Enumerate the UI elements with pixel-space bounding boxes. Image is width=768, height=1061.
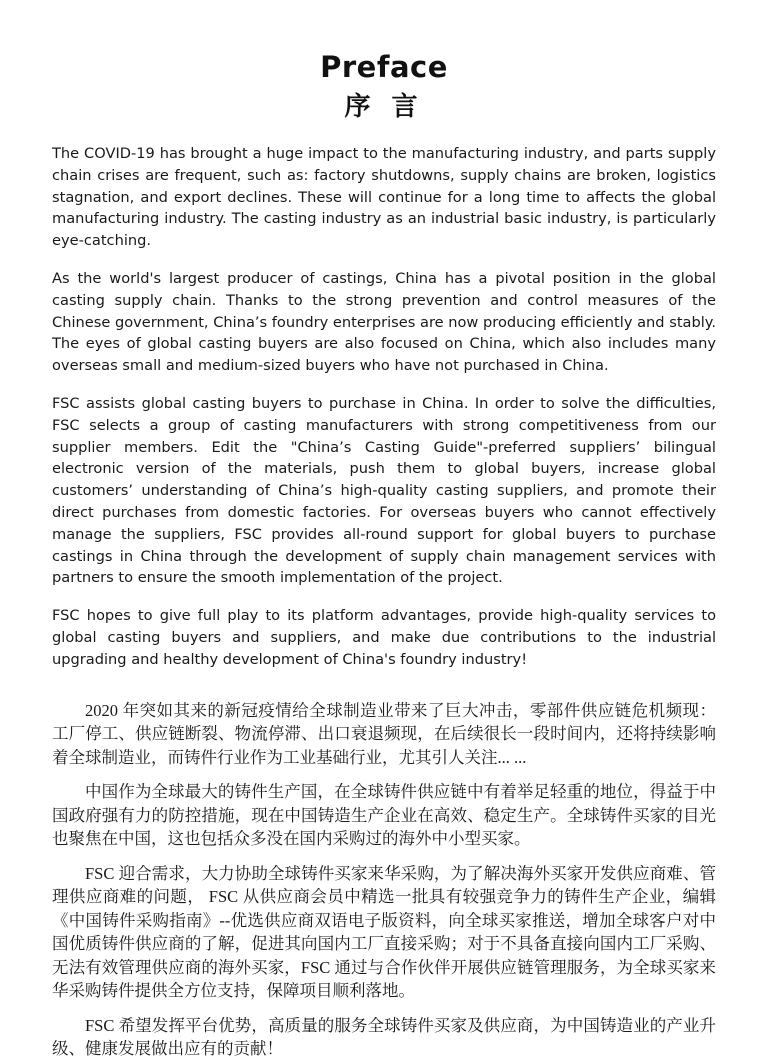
english-paragraph-china-position: As the world's largest producer of castings, China has a pivotal position in the global casting supply chain. Thanks to the strong prevention and control measures of the Chinese government, China’s foundry enterprises are now producing efficiently and stably. The eyes of global casting buyers are also focused on China, which also includes many overseas small and medium-sized buyers who have not purchased in China. [52,269,716,375]
chinese-paragraph-china-position: 中国作为全球最大的铸件生产国，在全球铸件供应链中有着举足轻重的地位，得益于中国政府强有力的防控措施，现在中国铸造生产企业在高效、稳定生产。全球铸件买家的目光也聚焦在中国，这也包括众多没在国内采购过的海外中小型买家。 [52,782,716,849]
chinese-paragraph-fsc-hopes: FSC 希望发挥平台优势，高质量的服务全球铸件买家及供应商，为中国铸造业的产业升级、健康发展做出应有的贡献！ [52,1015,716,1059]
chinese-paragraph-fsc-assists: FSC 迎合需求，大力协助全球铸件买家来华采购，为了解决海外买家开发供应商难、管理供应商难的问题， FSC 从供应商会员中精选一批具有较强竞争力的铸件生产企业，编辑《中国铸件采购指南》--优选供应商双语电子版资料，向全球买家推送，增加全球客户对中国优质铸件供应商的了解，促进其向国内工厂直接采购；对于不具备直接向国内工厂采购、无法有效管理供应商的海外买家，FSC 通过与合作伙伴开展供应链管理服务，为全球买家来华采购铸件提供全方位支持，保障项目顺利落地。 [52,863,716,1001]
chinese-text-section [52,699,716,1061]
english-text-section [52,143,716,671]
chinese-paragraph-covid-impact: 2020 年突如其来的新冠疫情给全球制造业带来了巨大冲击，零部件供应链危机频现：工厂停工、供应链断裂、物流停滞、出口衰退频现，在后续很长一段时间内，还将持续影响着全球制造业，而铸件行业作为工业基础行业，尤其引人关注... ... [52,700,716,767]
page-title-english: Preface [320,50,448,84]
english-paragraph-covid-impact: The COVID-19 has brought a huge impact to the manufacturing industry, and parts supply chain crises are frequent, such as: factory shutdowns, supply chains are broken, logistics stagnation, and export declines. These will continue for a long time to affects the global manufacturing industry. The casting industry as an industrial basic industry, is particularly eye-catching. [52,145,716,250]
english-paragraph-fsc-hopes: FSC hopes to give full play to its platform advantages, provide high-quality services to global casting buyers and suppliers, and make due contributions to the industrial upgrading and healthy development of China's foundry industry! [52,607,716,668]
english-paragraph-fsc-assists: FSC assists global casting buyers to purchase in China. In order to solve the difficulties, FSC selects a group of casting manufacturers with strong competitiveness from our supplier members. Edit the "China’s Casting Guide"-preferred suppliers’ bilingual electronic version of the materials, push them to global buyers, increase global customers’ understanding of China’s high-quality casting suppliers, and promote their direct purchases from domestic factories. For overseas buyers who cannot effectively manage the suppliers, FSC provides all-round support for global buyers to purchase castings in China through the development of supply chain management services with partners to ensure the smooth implementation of the project. [52,394,716,587]
page-title-chinese: 序 言 [344,92,424,122]
